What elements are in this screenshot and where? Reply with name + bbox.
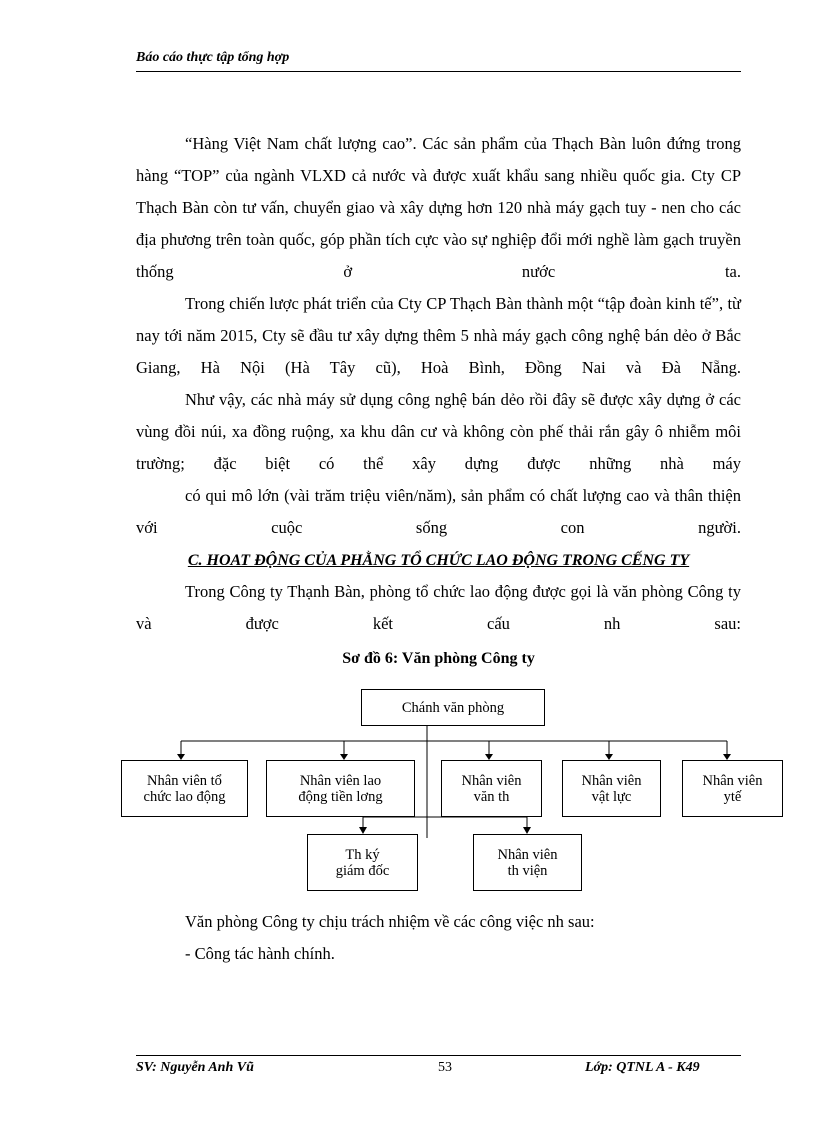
paragraph-5: Trong Công ty Thạnh Bàn, phòng tổ chức lao động được gọi là văn phòng Công ty và được kết cấu nh sau:	[136, 582, 741, 633]
header-title: Báo cáo thực tập tổng hợp	[136, 50, 290, 65]
page-number: 53	[438, 1060, 452, 1075]
paragraph-2: Trong chiến lược phát triển của Cty CP Thạch Bàn thành một “tập đoàn kinh tế”, từ nay tới năm 2015, Cty sẽ đầu tư xây dựng thêm 5 nhà máy gạch công nghệ bán dẻo ở Bắc Giang, Hà Nội (Hà Tây cũ), Hoà Bình, Đồng Nai và Đà Nẵng.	[136, 294, 741, 377]
diagram-caption: Sơ đồ 6: Văn phòng Công ty	[342, 650, 535, 667]
box-staff-clerical: Nhân viên văn th	[441, 760, 542, 817]
paragraph-3: Như vậy, các nhà máy sử dụng công nghệ bán dẻo rồi đây sẽ được xây dựng ở các vùng đồi núi, xa đồng ruộng, xa khu dân cư và không còn phế thải rắn gây ô nhiễm môi trường; đặc biệt có thể xây dựng được những nhà máy	[136, 390, 741, 473]
footer-student: SV: Nguyễn Anh Vũ	[136, 1060, 254, 1075]
box-staff-labor-salary: Nhân viên lao động tiền lơng	[266, 760, 415, 817]
box-director-secretary: Th ký giám đốc	[307, 834, 418, 891]
footer-rule	[136, 1055, 741, 1056]
paragraph-4: có qui mô lớn (vài trăm triệu viên/năm), sản phẩm có chất lượng cao và thân thiện với cuộc sống con người.	[136, 486, 741, 537]
section-heading: C. HOAT ĐỘNG CỦA PHẰNG TỔ CHỨC LAO ĐỘNG TRONG CẾNG TY	[187, 552, 690, 569]
paragraph-7: - Công tác hành chính.	[185, 944, 335, 963]
box-staff-library: Nhân viên th viện	[473, 834, 582, 891]
box-staff-health: Nhân viên ytế	[682, 760, 783, 817]
paragraph-1: “Hàng Việt Nam chất lượng cao”. Các sản phẩm của Thạch Bàn luôn đứng trong hàng “TOP” của ngành VLXD cả nước và được xuất khẩu sang nhiều quốc gia. Cty CP Thạch Bàn còn tư vấn, chuyển giao và xây dựng hơn 120 nhà máy gạch tuy - nen cho các địa phương trên toàn quốc, góp phần tích cực vào sự nghiệp đổi mới nghề làm gạch truyền thống ở nước ta.	[136, 134, 741, 281]
box-staff-organization: Nhân viên tổ chức lao động	[121, 760, 248, 817]
footer-class: Lớp: QTNL A - K49	[585, 1060, 700, 1075]
box-staff-resources: Nhân viên vật lực	[562, 760, 661, 817]
paragraph-6: Văn phòng Công ty chịu trách nhiệm về các công việc nh sau:	[185, 912, 595, 931]
box-chief-of-office: Chánh văn phòng	[361, 689, 545, 726]
